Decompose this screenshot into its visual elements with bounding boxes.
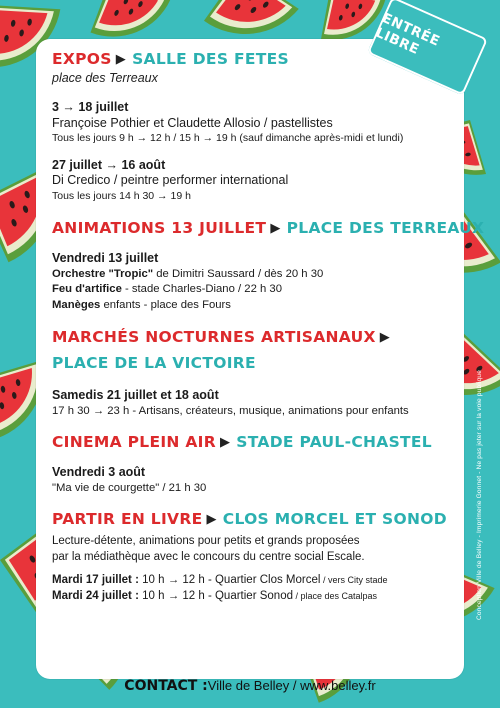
animations-line2-bold: Feu d'artifice — [52, 283, 122, 295]
livre-row-1 — [52, 573, 452, 589]
livre-place: CLOS MORCEL ET SONOD — [222, 510, 447, 528]
livre-desc — [52, 534, 452, 565]
arrow-icon: ▶ — [206, 512, 217, 527]
livre-row-1-small: / vers City stade — [320, 575, 388, 585]
animations-place: PLACE DES TERREAUX — [286, 219, 485, 237]
section-livre — [52, 510, 452, 604]
footer-contact — [36, 672, 464, 700]
contact-label: CONTACT : — [124, 678, 208, 694]
expos-sublocation: place des Terreaux — [52, 71, 158, 85]
livre-row-2 — [52, 589, 452, 605]
marches-title: MARCHÉS NOCTURNES ARTISANAUX — [52, 328, 376, 346]
expos-item-1-hours: Tous les jours 9 h → 12 h / 15 h → 19 h (sauf dimanche après-midi et lundi) — [52, 132, 404, 144]
cinema-place: STADE PAUL-CHASTEL — [236, 433, 432, 451]
expos-item-1-dates: 3 → 18 juillet — [52, 100, 129, 114]
animations-line3-rest: enfants - place des Fours — [100, 298, 231, 311]
animations-line3-bold: Manèges — [52, 298, 101, 311]
animations-line1-rest: de Dimitri Saussard / dès 20 h 30 — [153, 267, 324, 280]
animations-title: ANIMATIONS 13 JUILLET — [52, 219, 267, 237]
expos-item-2-role: / peintre performer international — [110, 173, 289, 187]
contact-separator: / — [289, 678, 301, 693]
cinema-desc: "Ma vie de courgette" / 21 h 30 — [52, 481, 207, 494]
section-cinema — [52, 433, 452, 496]
cinema-title: CINEMA PLEIN AIR — [52, 433, 216, 451]
animations-heading — [52, 219, 485, 239]
marches-desc: 17 h 30 → 23 h - Artisans, créateurs, musique, animations pour enfants — [52, 404, 409, 417]
animations-details — [52, 251, 452, 313]
marches-date: Samedis 21 juillet et 18 août — [52, 388, 219, 402]
livre-row-2-small: / place des Catalpas — [292, 590, 378, 601]
animations-date: Vendredi 13 juillet — [52, 251, 159, 265]
expos-item-2-hours: Tous les jours 14 h 30 → 19 h — [52, 189, 191, 202]
section-animations — [52, 219, 485, 313]
expos-item-2-artist: Di Credico — [52, 173, 111, 187]
section-expos — [52, 50, 452, 204]
livre-title: PARTIR EN LIVRE — [52, 510, 203, 528]
expos-item-1-artists: Françoise Pothier et Claudette Allosio — [52, 115, 261, 130]
cinema-details — [52, 465, 452, 496]
cinema-heading — [52, 433, 452, 453]
expos-heading — [52, 50, 452, 70]
arrow-icon: ▶ — [379, 330, 391, 345]
contact-website: www.belley.fr — [300, 678, 376, 693]
livre-desc-1: Lecture-détente, animations pour petits et grands proposées — [52, 535, 360, 547]
livre-row-2-main: 10 h → 12 h - Quartier Sonod — [138, 589, 293, 602]
livre-row-2-date: Mardi 24 juillet : — [52, 589, 139, 602]
cinema-date: Vendredi 3 août — [52, 465, 146, 479]
expos-item-2 — [52, 158, 452, 205]
credits-text: Conception Ville de Belley - Imprimerie Gonnet - Ne pas jeter sur la voie publique — [476, 369, 483, 620]
expos-item-1-role: / pastellistes — [260, 115, 333, 130]
badge-label: ENTRÉE LIBRE — [373, 10, 443, 58]
contact-org: Ville de Belley — [207, 678, 290, 693]
expos-item-2-dates: 27 juillet → 16 août — [52, 157, 166, 172]
section-marches — [52, 328, 452, 419]
arrow-icon: ▶ — [219, 435, 231, 450]
expos-title: EXPOS — [52, 50, 112, 68]
arrow-icon: ▶ — [270, 221, 281, 236]
livre-desc-2: par la médiathèque avec le concours du centre social Escale. — [52, 550, 365, 563]
expos-item-1 — [52, 100, 452, 147]
arrow-icon: ▶ — [115, 52, 127, 67]
marches-heading — [52, 328, 452, 348]
livre-heading — [52, 510, 452, 530]
livre-row-1-date: Mardi 17 juillet : — [52, 574, 139, 586]
expos-place: SALLE DES FETES — [132, 50, 289, 68]
animations-line1-bold: Orchestre "Tropic" — [52, 267, 154, 280]
marches-place: PLACE DE LA VICTOIRE — [52, 354, 256, 372]
marches-details — [52, 388, 452, 419]
livre-row-1-main: 10 h → 12 h - Quartier Clos Morcel — [138, 574, 321, 586]
animations-line2-rest: - stade Charles-Diano / 22 h 30 — [121, 283, 282, 295]
livre-schedule — [52, 573, 452, 604]
